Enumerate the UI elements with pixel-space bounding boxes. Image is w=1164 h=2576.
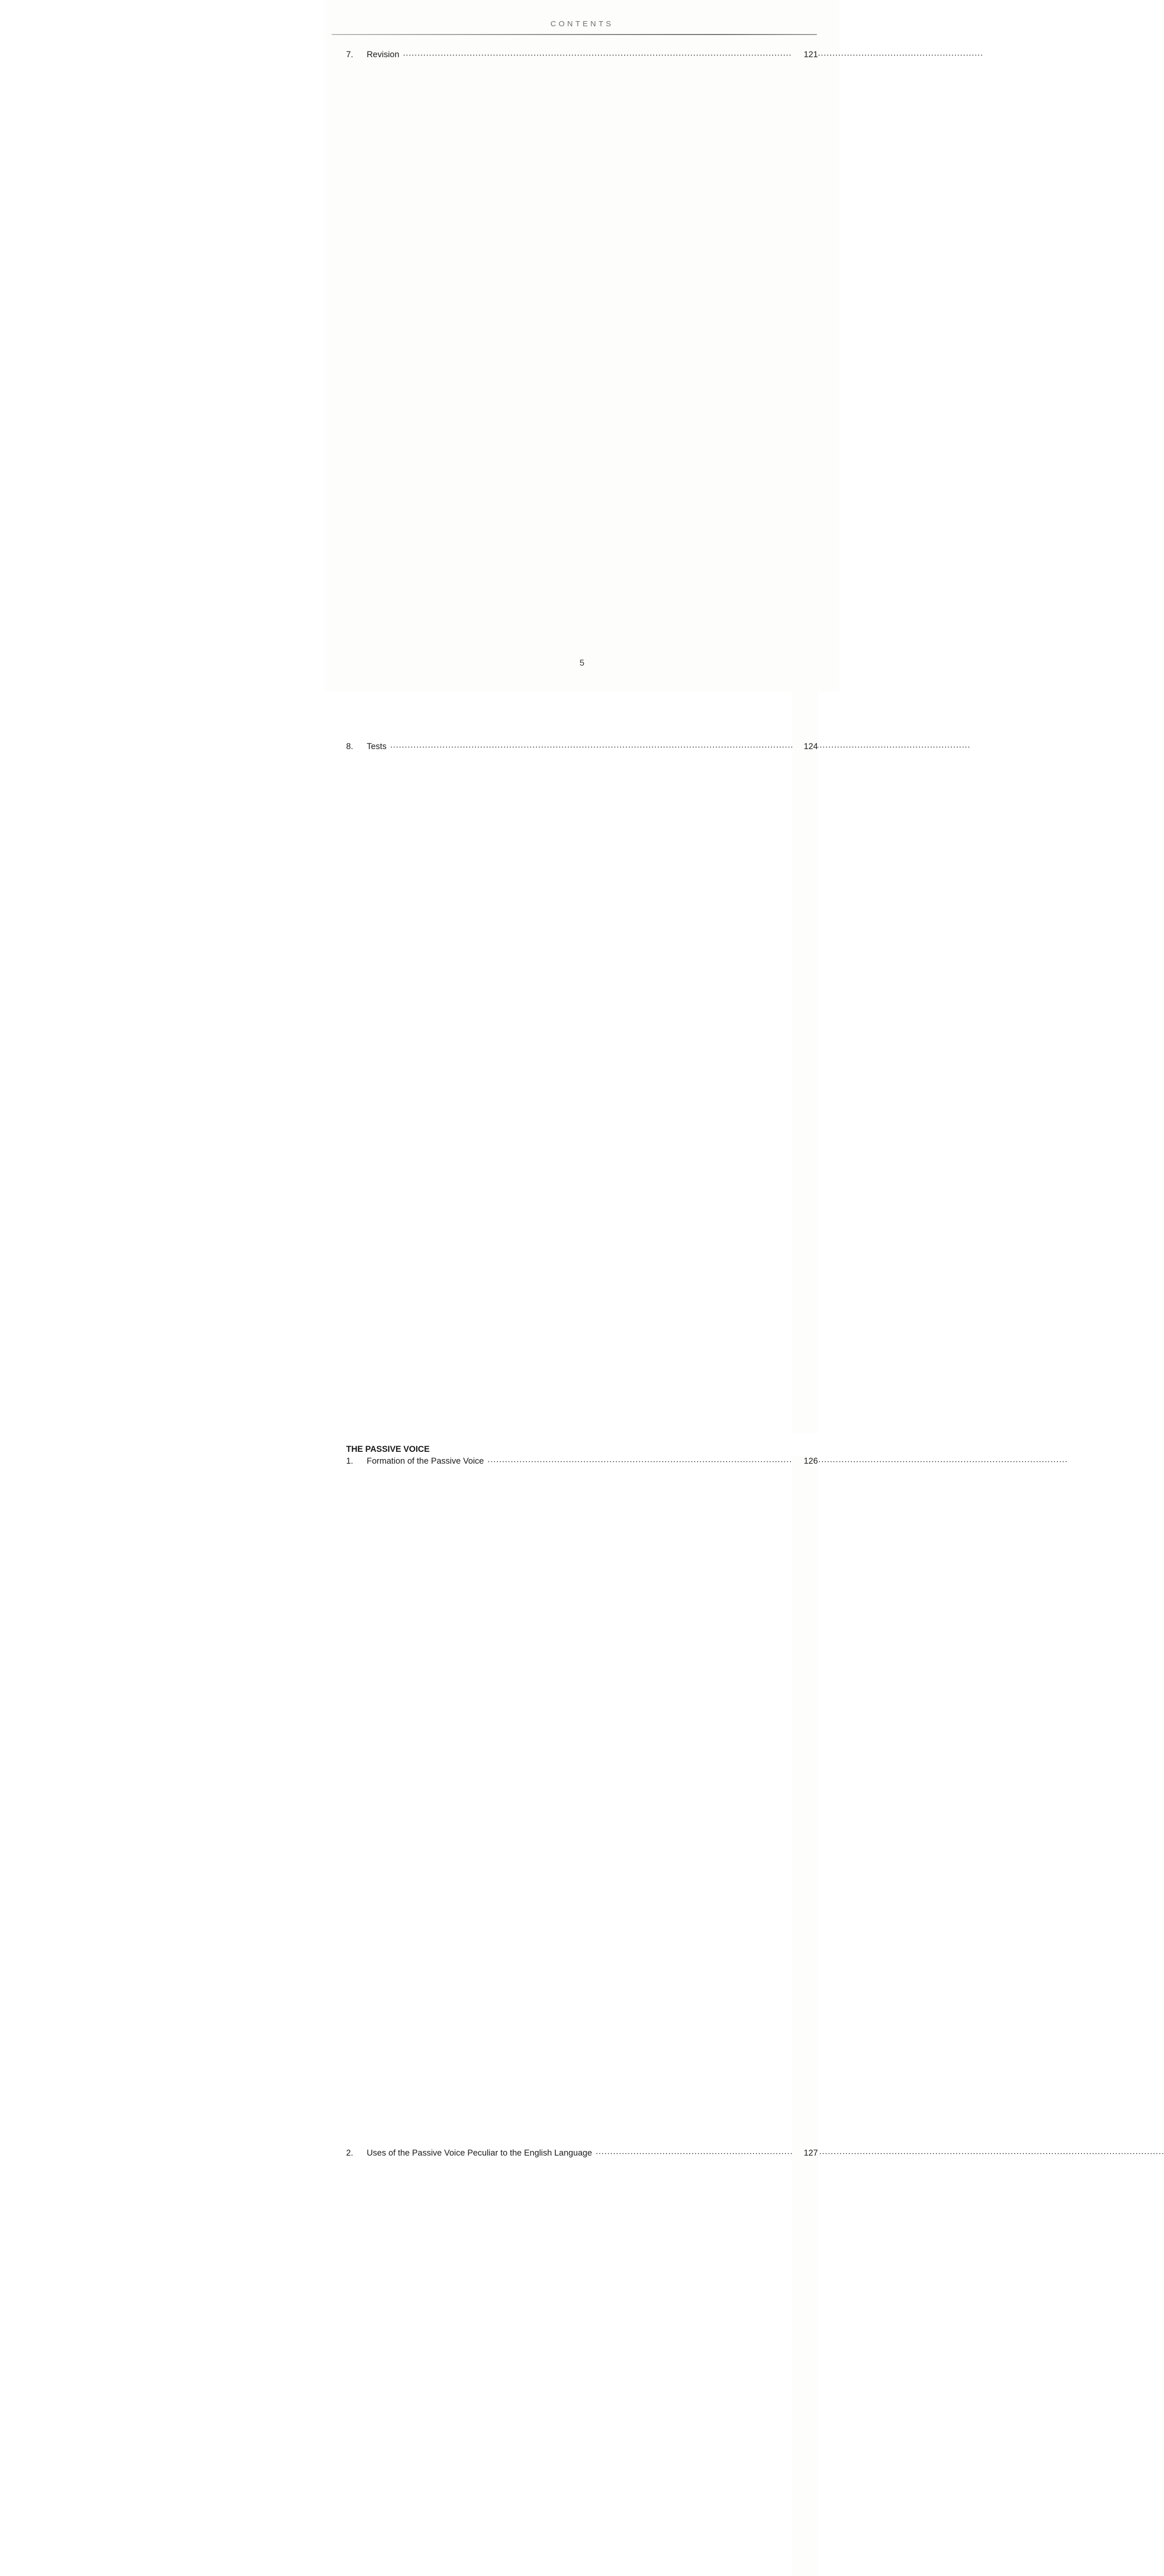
- entry-label: Uses of the Passive Voice Peculiar to the English Language: [367, 2148, 592, 2158]
- entry-page-number: 127: [792, 2148, 818, 2576]
- page-number: 5: [579, 658, 585, 668]
- toc-page: [324, 0, 840, 2158]
- table-of-contents: [346, 49, 818, 2576]
- dot-leader: [390, 741, 792, 749]
- toc-entry[interactable]: [346, 49, 818, 741]
- header-rule: [332, 34, 817, 35]
- toc-section-continued-entries: [346, 49, 818, 1433]
- running-head: CONTENTS: [550, 20, 614, 28]
- toc-entry[interactable]: [346, 1455, 818, 2147]
- entry-label: Tests: [367, 742, 387, 751]
- entry-number: 8.: [346, 742, 353, 751]
- entry-label: Formation of the Passive Voice: [367, 1456, 484, 1466]
- entry-page-number: 121: [792, 49, 818, 741]
- section-heading: THE PASSIVE VOICE: [346, 1445, 430, 1454]
- dot-leader: [596, 2147, 792, 2156]
- entry-number: 1.: [346, 1456, 353, 1466]
- toc-section-the-passive-voice: [346, 1444, 818, 2576]
- entry-page-number: 126: [792, 1456, 818, 2147]
- entry-page-number: 124: [792, 741, 818, 1433]
- entry-label: Revision: [367, 50, 400, 59]
- toc-entry[interactable]: [346, 2147, 818, 2576]
- entry-number: 7.: [346, 50, 353, 59]
- toc-entry[interactable]: [346, 741, 818, 1433]
- dot-leader: [487, 1455, 792, 1464]
- entry-number: 2.: [346, 2148, 353, 2158]
- dot-leader: [403, 49, 792, 57]
